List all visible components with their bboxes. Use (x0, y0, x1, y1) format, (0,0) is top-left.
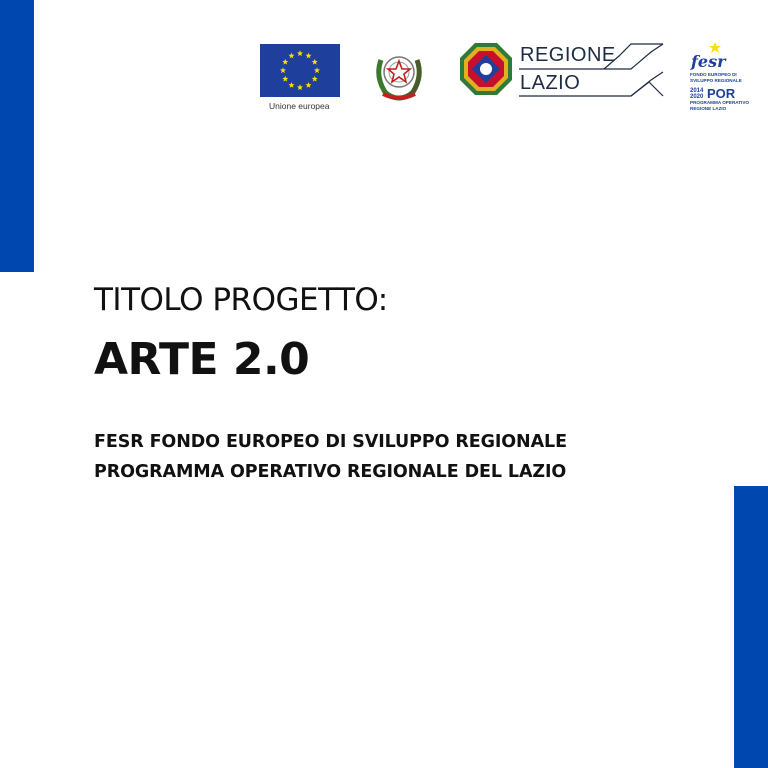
subtitle-line-1: FESR FONDO EUROPEO DI SVILUPPO REGIONALE (94, 432, 567, 452)
regione-lazio-logo (459, 42, 669, 98)
project-title: ARTE 2.0 (94, 334, 310, 385)
fesr-year-start: 2014 (690, 88, 704, 94)
fesr-por: POR (707, 86, 736, 101)
subtitle-line-2: PROGRAMMA OPERATIVO REGIONALE DEL LAZIO (94, 462, 567, 482)
fesr-line4: REGIONE LAZIO (690, 106, 727, 111)
fesr-line2: SVILUPPO REGIONALE (690, 78, 742, 83)
eu-flag-icon (260, 44, 340, 97)
regione-text: REGIONE (520, 44, 616, 66)
fesr-line3: PROGRAMMA OPERATIVO (690, 100, 749, 105)
right-accent-bar (734, 486, 768, 768)
left-accent-bar (0, 0, 34, 272)
italian-republic-emblem-icon (371, 42, 427, 104)
lazio-text: LAZIO (520, 72, 581, 94)
eu-caption: Unione europea (269, 101, 330, 111)
fesr-word: fesr (691, 52, 726, 71)
lazio-lines-icon (459, 42, 669, 98)
fesr-line1: FONDO EUROPEO DI (690, 72, 737, 77)
eu-logo (260, 44, 342, 114)
title-label: TITOLO PROGETTO: (94, 282, 388, 318)
fesr-logo (686, 42, 749, 112)
fesr-year-end: 2020 (690, 94, 704, 100)
fesr-years (690, 88, 703, 100)
